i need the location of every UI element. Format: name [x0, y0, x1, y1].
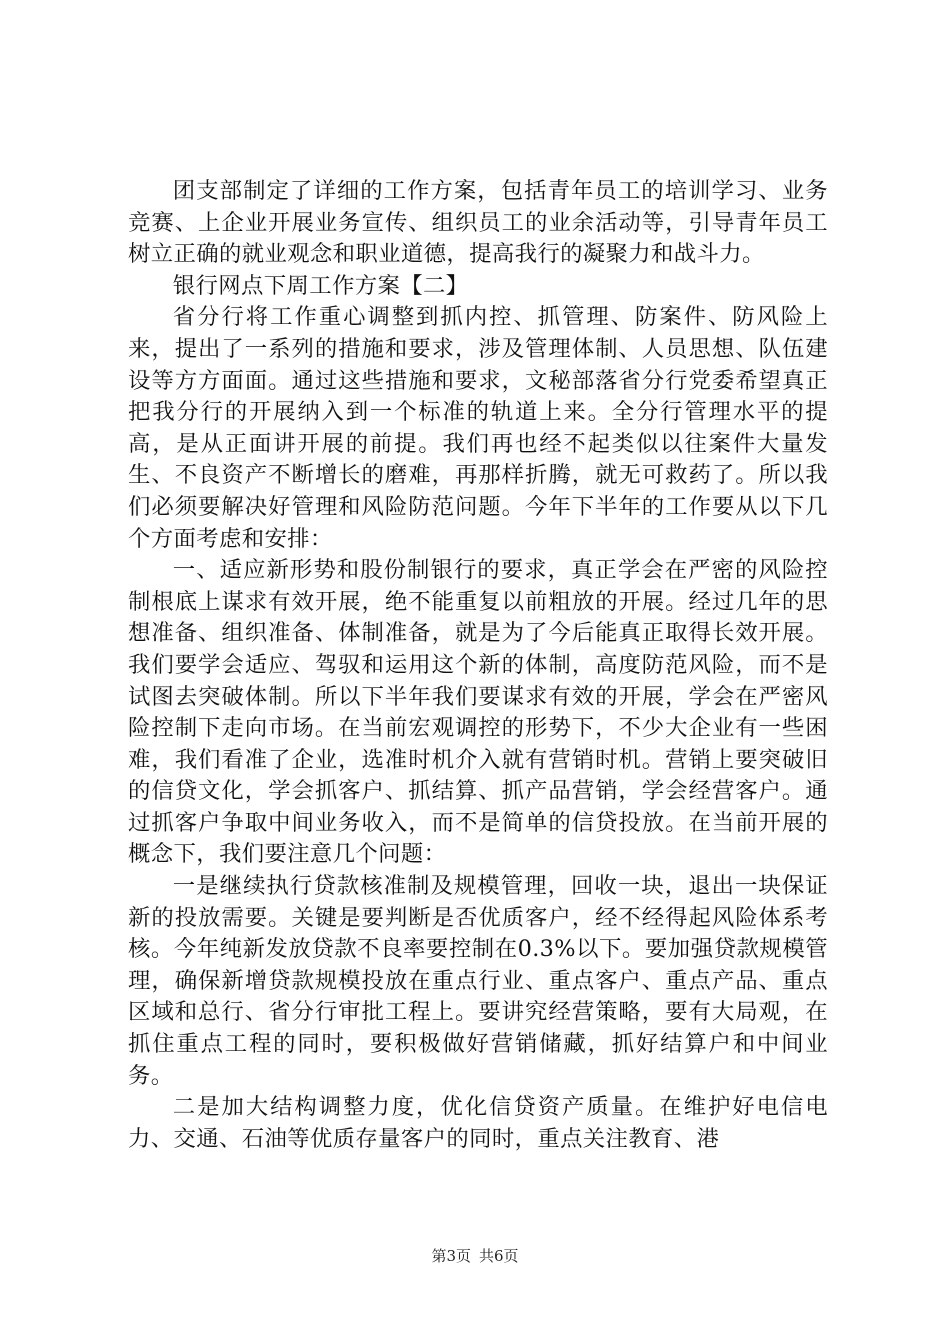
section-heading: 银行网点下周工作方案【二】 [172, 272, 469, 299]
paragraph-structure-adjustment: 二是加大结构调整力度，优化信贷资产质量。在维护好电信电力、交通、石油等优质存量客户的同时，重点关注教育、港 [128, 1094, 828, 1152]
paragraph-provincial-branch: 省分行将工作重心调整到抓内控、抓管理、防案件、防风险上来，提出了一系列的措施和要求，涉及管理体制、人员思想、队伍建设等方方面面。通过这些措施和要求，文秘部落省分行党委希望真正把我分行的开展纳入到一个标准的轨道上来。全分行管理水平的提高，是从正面讲开展的前提。我们再也经不起类似以往案件大量发生、不良资产不断增长的磨难，再那样折腾，就无可救药了。所以我们必须要解决好管理和风险防范问题。今年下半年的工作要从以下几个方面考虑和安排： [128, 304, 828, 552]
page-total: 共6页 [479, 1247, 519, 1265]
document-body [128, 176, 828, 1155]
paragraph-point-one: 一、适应新形势和股份制银行的要求，真正学会在严密的风险控制根底上谋求有效开展，绝不能重复以前粗放的开展。经过几年的思想准备、组织准备、体制准备，就是为了今后能真正取得长效开展。我们要学会适应、驾驭和运用这个新的体制，高度防范风险，而不是试图去突破体制。所以下半年我们要谋求有效的开展，学会在严密风险控制下走向市场。在当前宏观调控的形势下，不少大企业有一些困难，我们看准了企业，选准时机介入就有营销时机。营销上要突破旧的信贷文化，学会抓客户、抓结算、抓产品营销，学会经营客户。通过抓客户争取中间业务收入，而不是简单的信贷投放。在当前开展的概念下，我们要注意几个问题： [128, 557, 828, 868]
page-footer [0, 1246, 950, 1266]
page-number: 第3页 [431, 1247, 471, 1265]
paragraph-loan-approval: 一是继续执行贷款核准制及规模管理，回收一块，退出一块保证新的投放需要。关键是要判断是否优质客户，经不经得起风险体系考核。今年纯新发放贷款不良率要控制在0.3%以下。要加强贷款规模管理，确保新增贷款规模投放在重点行业、重点客户、重点产品、重点区域和总行、省分行审批工程上。要讲究经营策略，要有大局观，在抓住重点工程的同时，要积极做好营销储藏，抓好结算户和中间业务。 [128, 873, 828, 1089]
paragraph-youth-league-plan: 团支部制定了详细的工作方案，包括青年员工的培训学习、业务竞赛、上企业开展业务宣传、组织员工的业余活动等，引导青年员工树立正确的就业观念和职业道德，提高我行的凝聚力和战斗力。 [128, 178, 828, 268]
